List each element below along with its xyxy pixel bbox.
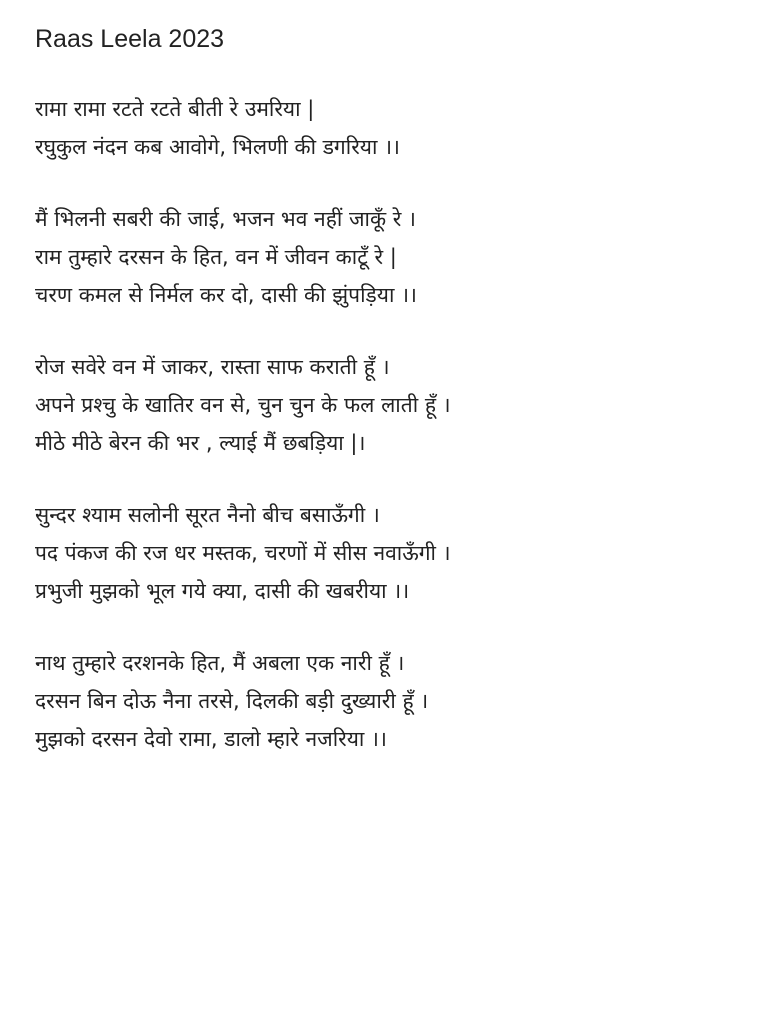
verse-line: मैं भिलनी सबरी की जाई, भजन भव नहीं जाकूँ रे । — [35, 207, 417, 231]
verse-line: चरण कमल से निर्मल कर दो, दासी की झुंपड़िया ।। — [35, 283, 417, 307]
verse-line: नाथ तुम्हारे दरशनके हित, मैं अबला एक नारी हूँ । — [35, 651, 405, 675]
stanza-2 — [35, 200, 748, 314]
verse-line: रामा रामा रटते रटते बीती रे उमरिया | — [35, 97, 315, 121]
verse-line: अपने प्रश्चु के खातिर वन से, चुन चुन के फल लाती हूँ । — [35, 393, 451, 417]
stanza-3 — [35, 348, 748, 462]
document-title: Raas Leela 2023 — [35, 25, 225, 53]
verse-line: रोज सवेरे वन में जाकर, रास्ता साफ कराती हूँ । — [35, 355, 390, 379]
verse-line: प्रभुजी मुझको भूल गये क्या, दासी की खबरीया ।। — [35, 579, 410, 603]
verse-line: मीठे मीठे बेरन की भर , ल्याई मैं छबड़िया |। — [35, 431, 366, 455]
verse-line: राम तुम्हारे दरसन के हित, वन में जीवन काटूँ रे | — [35, 245, 397, 269]
verse-line: दरसन बिन दोऊ नैना तरसे, दिलकी बड़ी दुख्यारी हूँ । — [35, 689, 429, 713]
verse-line: रघुकुल नंदन कब आवोगे, भिलणी की डगरिया ।। — [35, 135, 400, 159]
document — [35, 20, 748, 792]
stanza-5 — [35, 644, 748, 758]
verse-line: पद पंकज की रज धर मस्तक, चरणों में सीस नवाऊँगी । — [35, 541, 451, 565]
stanza-4 — [35, 496, 748, 610]
verse-line: मुझको दरसन देवो रामा, डालो म्हारे नजरिया ।। — [35, 727, 387, 751]
stanza-1 — [35, 90, 748, 166]
verse-line: सुन्दर श्याम सलोनी सूरत नैनो बीच बसाऊँगी । — [35, 503, 380, 527]
